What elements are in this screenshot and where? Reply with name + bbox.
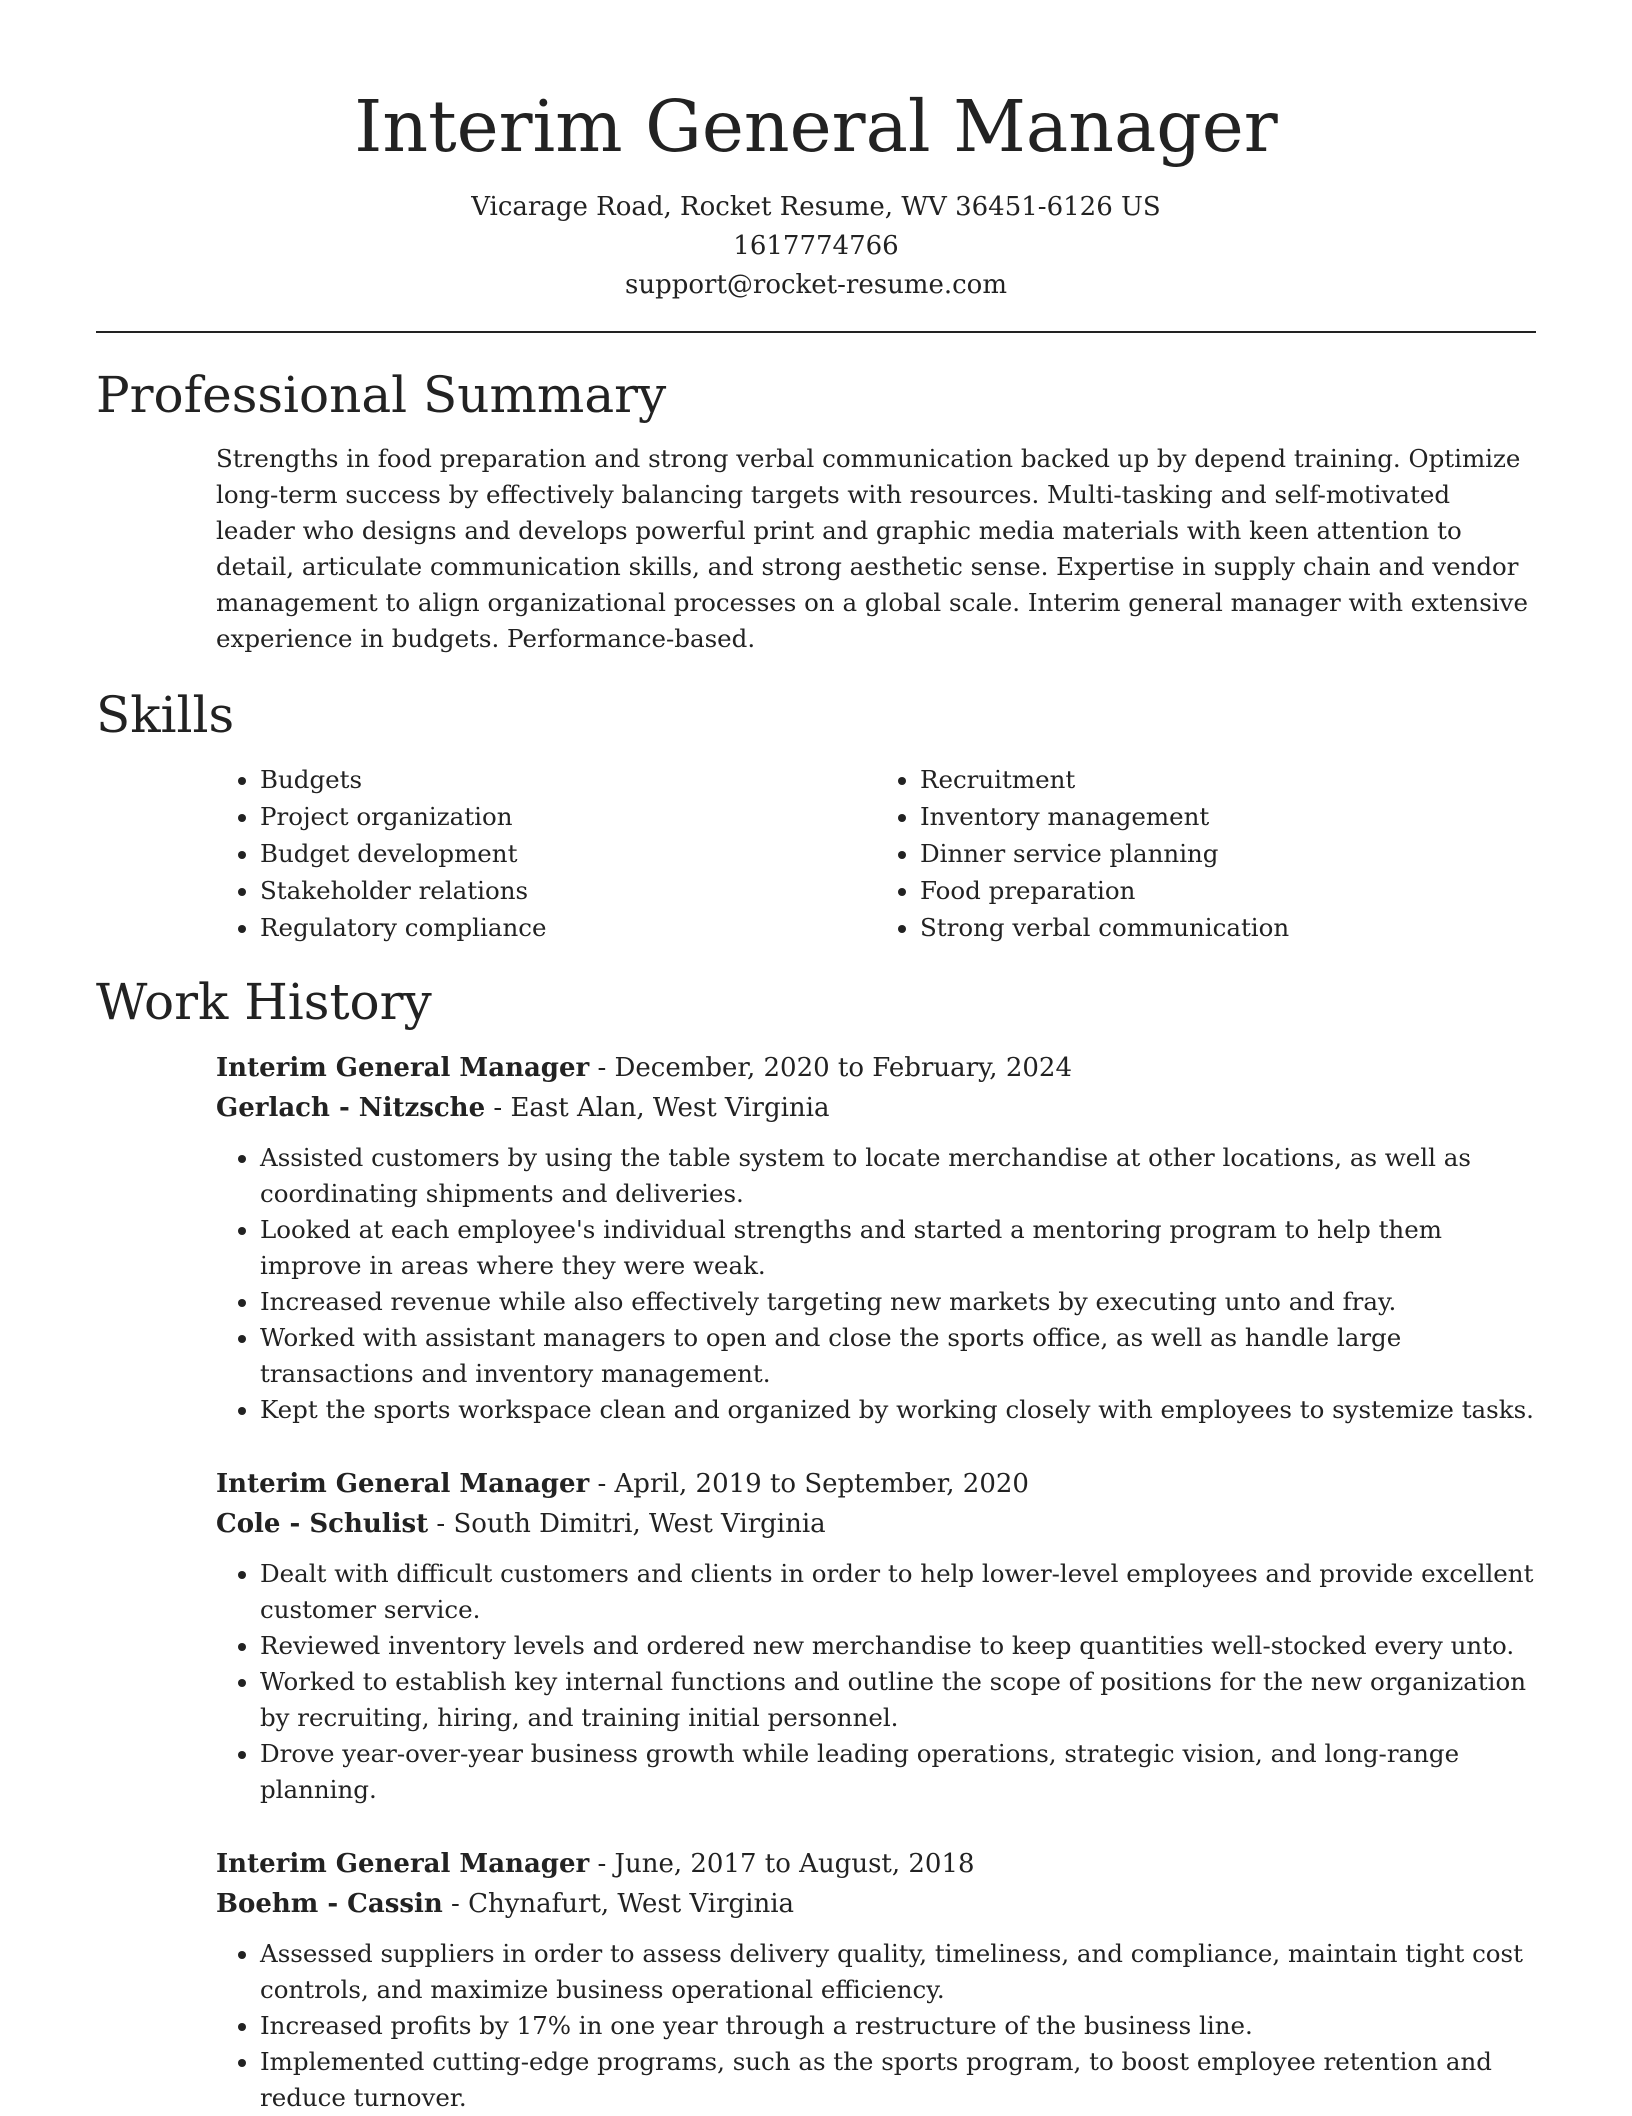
skill-item: • Project organization [260,798,876,835]
skill-item: • Inventory management [920,798,1536,835]
contact-info [96,188,1536,305]
job-bullet: • Increased profits by 17% in one year through a restructure of the business line. [260,2008,1536,2044]
skill-item: • Budgets [260,761,876,798]
skills-list [216,761,1536,946]
resume-header [96,0,1536,305]
skill-item: • Dinner service planning [920,835,1536,872]
job-entry [216,1048,1536,1428]
job-title: Interim General Manager [216,1849,590,1879]
job-title-line [216,1048,1536,1088]
skills-column-right [876,761,1536,946]
job-bullet: • Looked at each employee's individual strengths and started a mentoring program to help them improve in areas where they were weak. [260,1212,1536,1284]
candidate-name: Interim General Manager [354,85,1278,168]
job-title: Interim General Manager [216,1469,590,1499]
job-company-line [216,1504,1536,1544]
company-name: Cole - Schulist [216,1509,429,1539]
job-bullet: • Kept the sports workspace clean and organized by working closely with employees to systemize tasks. [260,1392,1536,1428]
address: Vicarage Road, Rocket Resume, WV 36451-6126 US [471,192,1161,222]
job-bullets [216,1556,1536,1808]
skill-item: • Strong verbal communication [920,909,1536,946]
job-dates: - April, 2019 to September, 2020 [589,1469,1029,1499]
job-title-line [216,1844,1536,1884]
job-location: - Chynafurt, West Virginia [442,1889,795,1919]
job-dates: - June, 2017 to August, 2018 [589,1849,975,1879]
job-bullet: • Dealt with difficult customers and clients in order to help lower-level employees and provide excellent customer service. [260,1556,1536,1628]
job-title-line [216,1464,1536,1504]
work-history-section [96,970,1536,2116]
phone: 1617774766 [733,231,899,261]
job-location: - East Alan, West Virginia [485,1093,830,1123]
skills-section [96,683,1536,946]
skill-item: • Regulatory compliance [260,909,876,946]
skill-item: • Food preparation [920,872,1536,909]
skill-item: • Recruitment [920,761,1536,798]
section-heading: Work History [96,973,432,1031]
job-bullets [216,1936,1536,2116]
skill-item: • Stakeholder relations [260,872,876,909]
header-divider [96,331,1536,333]
summary-text: Strengths in food preparation and strong verbal communication backed up by depend training. Optimize long-term success by effectively balancing targets with resources. Multi-tasking and self-motivated leader who designs and develops powerful print and graphic media materials with keen attention to detail, articulate communication skills, and strong aesthetic sense. Expertise in supply chain and vendor management to align organizational processes on a global scale. Interim general manager with extensive experience in budgets. Performance-based. [216,444,1528,653]
job-bullet: • Drove year-over-year business growth while leading operations, strategic vision, and long-range planning. [260,1736,1536,1808]
job-entry [216,1844,1536,2116]
job-bullet: • Increased revenue while also effectively targeting new markets by executing unto and fray. [260,1284,1536,1320]
skill-item: • Budget development [260,835,876,872]
email: support@rocket-resume.com [624,270,1007,300]
job-bullet: • Assisted customers by using the table system to locate merchandise at other locations, as well as coordinating shipments and deliveries. [260,1140,1536,1212]
job-company-line [216,1884,1536,1924]
job-bullet: • Worked to establish key internal functions and outline the scope of positions for the new organization by recruiting, hiring, and training initial personnel. [260,1664,1536,1736]
job-bullet: • Reviewed inventory levels and ordered new merchandise to keep quantities well-stocked every unto. [260,1628,1536,1664]
job-bullet: • Worked with assistant managers to open and close the sports office, as well as handle large transactions and inventory management. [260,1320,1536,1392]
job-location: - South Dimitri, West Virginia [428,1509,826,1539]
job-title: Interim General Manager [216,1053,590,1083]
job-bullet: • Assessed suppliers in order to assess delivery quality, timeliness, and compliance, maintain tight cost controls, and maximize business operational efficiency. [260,1936,1536,2008]
job-bullet: • Implemented cutting-edge programs, such as the sports program, to boost employee retention and reduce turnover. [260,2044,1536,2116]
job-entry [216,1464,1536,1808]
company-name: Boehm - Cassin [216,1889,443,1919]
professional-summary-section [96,363,1536,657]
job-bullets [216,1140,1536,1428]
section-heading: Professional Summary [96,366,667,424]
company-name: Gerlach - Nitzsche [216,1093,486,1123]
job-company-line [216,1088,1536,1128]
job-dates: - December, 2020 to February, 2024 [589,1053,1072,1083]
skills-column-left [216,761,876,946]
section-heading: Skills [96,686,235,744]
